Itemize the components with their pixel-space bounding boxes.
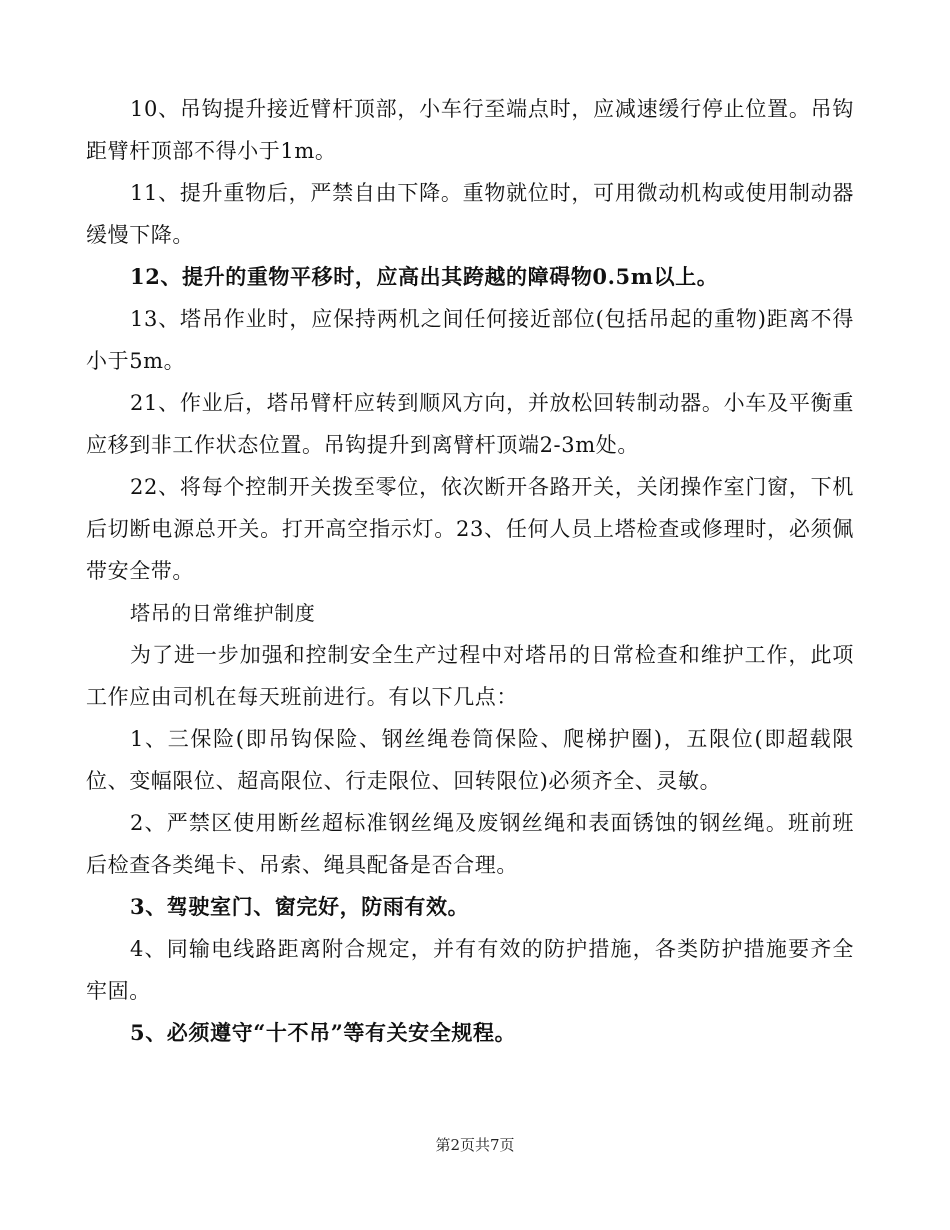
paragraph: 4、同输电线路距离附合规定，并有有效的防护措施，各类防护措施要齐全牢固。 [86,937,854,1003]
paragraph: 1、三保险(即吊钩保险、钢丝绳卷筒保险、爬梯护圈)，五限位(即超载限位、变幅限位、超高限位、行走限位、回转限位)必须齐全、灵敏。 [86,727,854,793]
paragraph: 11、提升重物后，严禁自由下降。重物就位时，可用微动机构或使用制动器缓慢下降。 [86,181,854,247]
paragraph: 5、必须遵守“十不吊”等有关安全规程。 [130,1020,517,1045]
paragraph: 13、塔吊作业时，应保持两机之间任何接近部位(包括吊起的重物)距离不得小于5m。 [86,307,854,373]
paragraph: 22、将每个控制开关拨至零位，依次断开各路开关，关闭操作室门窗，下机后切断电源总开关。打开高空指示灯。23、任何人员上塔检查或修理时，必须佩带安全带。 [86,475,854,583]
paragraph: 12、提升的重物平移时，应高出其跨越的障碍物0.5m以上。 [130,264,719,289]
section-title: 塔吊的日常维护制度 [130,601,316,625]
page-number: 第2页共7页 [435,1136,515,1154]
daily-maintenance-rules [86,634,854,1054]
paragraph: 21、作业后，塔吊臂杆应转到顺风方向，并放松回转制动器。小车及平衡重应移到非工作状态位置。吊钩提升到离臂杆顶端2-3m处。 [86,391,854,457]
crane-operation-rules [86,88,854,592]
paragraph: 10、吊钩提升接近臂杆顶部，小车行至端点时，应减速缓行停止位置。吊钩距臂杆顶部不得小于1m。 [86,97,854,163]
paragraph: 3、驾驶室门、窗完好，防雨有效。 [130,894,470,919]
document-body [86,88,854,1054]
paragraph: 2、严禁区使用断丝超标准钢丝绳及废钢丝绳和表面锈蚀的钢丝绳。班前班后检查各类绳卡、吊索、绳具配备是否合理。 [86,811,854,877]
paragraph: 为了进一步加强和控制安全生产过程中对塔吊的日常检查和维护工作，此项工作应由司机在每天班前进行。有以下几点： [86,643,854,709]
